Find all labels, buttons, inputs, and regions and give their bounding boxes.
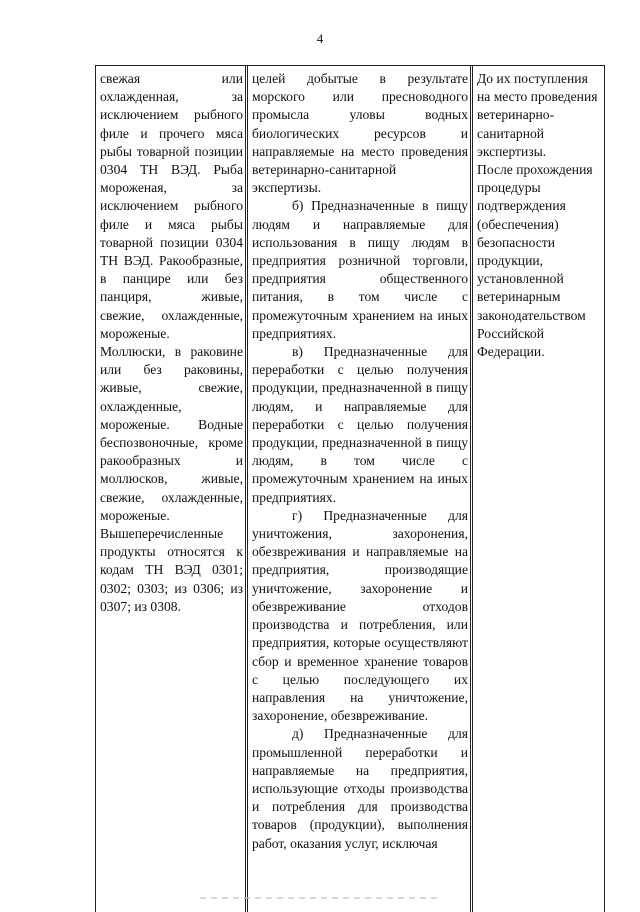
table-divider-2b bbox=[472, 66, 473, 912]
table-divider-2a bbox=[470, 66, 471, 912]
conditions-paragraph: б) Предназначенные в пищу людям и направляемые для использования в пищу людям в предприятия розничной торговли, предприятия общественного питания, в том числе с промежуточным хранением на иных предприятиях. bbox=[252, 198, 468, 341]
page-number: 4 bbox=[316, 31, 324, 46]
products-paragraph: свежая или охлажденная, за исключением рыбного филе и прочего мяса рыбы товарной позиции 0304 ТН ВЭД. Рыба мороженая, за исключением рыбного филе и мяса рыбы товарной позиции 0304 ТН ВЭД. Ракообразные, в панцире или без панциря, живые, свежие, охлажденные, мороженые. bbox=[100, 71, 243, 341]
table-border-left bbox=[95, 66, 96, 912]
products-paragraph: Моллюски, в раковине или без раковины, живые, свежие, охлажденные, мороженые. Водные беспозвоночные, кроме ракообразных и моллюсков, живые, свежие, охлажденные, мороженые. bbox=[100, 344, 243, 523]
conditions-paragraph: целей добытые в результате морского или пресноводного промысла уловы водных биологических ресурсов и направляемые на место проведения ветеринарно-санитарной экспертизы. bbox=[252, 71, 468, 196]
table-divider-1b bbox=[247, 66, 248, 912]
scan-artifact bbox=[200, 897, 440, 899]
timing-paragraph: После прохождения процедуры подтверждения (обеспечения) безопасности продукции, установленной ветеринарным законодательством Российской Федерации. bbox=[477, 162, 593, 360]
conditions-paragraph: г) Предназначенные для уничтожения, захоронения, обезвреживания и направляемые на предприятия, производящие уничтожение, захоронение и обезвреживание отходов производства и потребления, или предприятия, которые осуществляют сбор и временное хранение товаров с целью последующего их направления на уничтожение, захоронение, обезвреживание. bbox=[252, 507, 468, 724]
products-paragraph: Вышеперечисленные продукты относятся к кодам ТН ВЭД 0301; 0302; 0303; из 0306; из 0307; из 0308. bbox=[100, 526, 243, 614]
conditions-paragraph: в) Предназначенные для переработки с целью получения продукции, предназначенной в пищу людям, и направляемые для переработки с целью получения продукции, предназначенной в пищу людям, в том числе с промежуточным хранением на иных предприятиях. bbox=[252, 344, 468, 505]
regulation-table bbox=[95, 65, 605, 912]
table-border-right bbox=[604, 66, 605, 912]
table-divider-1a bbox=[245, 66, 246, 912]
table-column-timing bbox=[477, 70, 599, 361]
timing-paragraph: До их поступления на место проведения ветеринарно-санитарной экспертизы. bbox=[477, 71, 598, 159]
conditions-paragraph: д) Предназначенные для промышленной переработки и направляемые на предприятия, использующие отходы производства и потребления для производства товаров (продукции), выполнения работ, оказания услуг, исключая bbox=[252, 726, 468, 851]
table-column-conditions bbox=[252, 70, 468, 853]
table-column-products bbox=[100, 70, 243, 616]
